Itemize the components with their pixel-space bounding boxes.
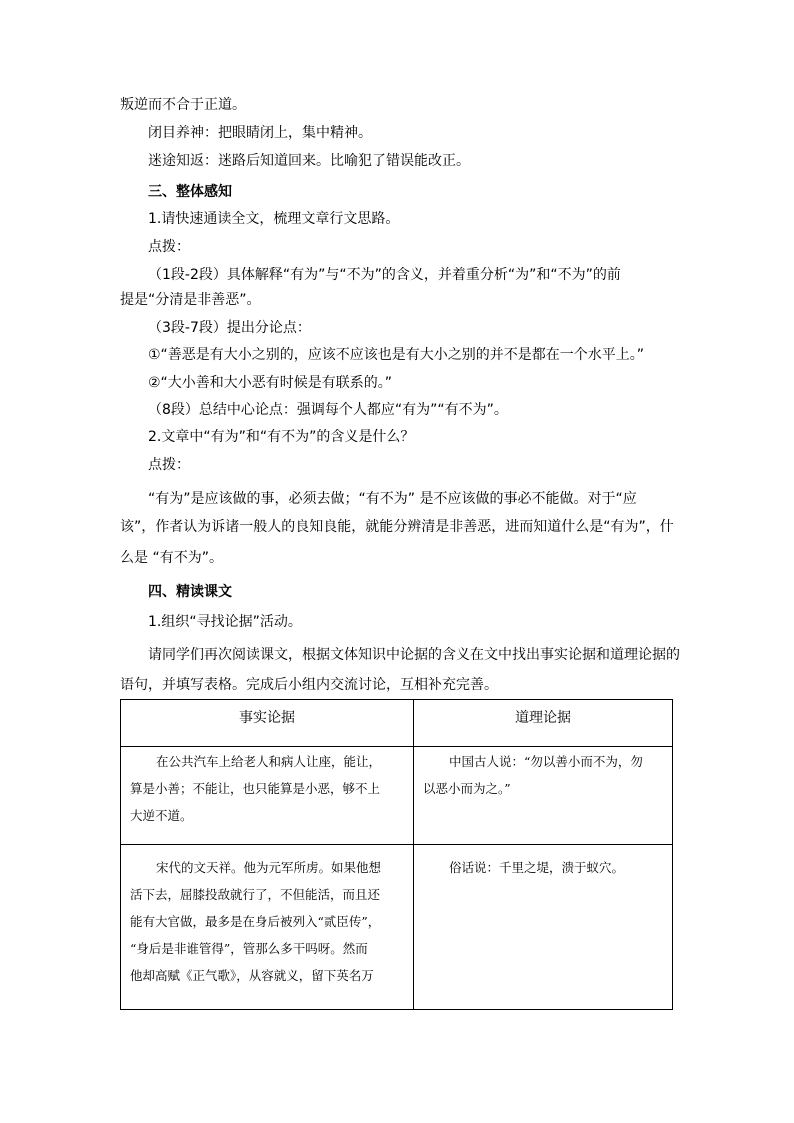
text-line: （3段-7段）提出分论点： xyxy=(148,320,311,336)
cell-line: 大逆不道。 xyxy=(130,808,193,823)
section-heading: 四、精读课文 xyxy=(148,584,232,600)
text-line: 点拨： xyxy=(148,239,190,255)
section-heading: 三、整体感知 xyxy=(148,184,232,200)
cell-line: 以恶小而为之。” xyxy=(423,781,511,796)
text-line: 1.请快速通读全文，梳理文章行文思路。 xyxy=(148,211,400,227)
text-line: （8段）总结中心论点：强调每个人都应“有为”“有不为”。 xyxy=(148,402,508,418)
cell-line: 他却高赋《正气歌》，从容就义，留下英名万 xyxy=(130,968,374,983)
text-line: 2.文章中“有为”和“有不为”的含义是什么？ xyxy=(148,429,415,445)
text-line: ①“善恶是有大小之别的，应该不应该也是有大小之别的并不是都在一个水平上。” xyxy=(148,347,645,363)
header-fact-evidence: 事实论据 xyxy=(239,710,295,726)
cell-line: 活下去，屈膝投敌就行了，不但能活，而且还 xyxy=(130,887,381,902)
table-cell-fact xyxy=(130,854,381,989)
text-line: 语句，并填写表格。完成后小组内交流讨论，互相补充完善。 xyxy=(120,677,498,693)
cell-line: 中国古人说：“勿以善小而不为，勿 xyxy=(449,754,643,769)
text-line: ②“大小善和大小恶有时候是有联系的。” xyxy=(148,375,393,391)
text-line: 叛逆而不合于正道。 xyxy=(120,97,246,113)
text-line: 迷途知返：迷路后知道回来。比喻犯了错误能改正。 xyxy=(148,153,470,169)
cell-line: 俗话说：千里之堤，溃于蚁穴。 xyxy=(449,860,625,875)
text-line: 闭目养神：把眼睛闭上，集中精神。 xyxy=(148,125,372,141)
cell-line: 能有大官做，最多是在身后被列入“贰臣传”， xyxy=(130,914,381,929)
table-cell-reason xyxy=(423,854,624,881)
text-line: 点拨： xyxy=(148,457,190,473)
text-line: 该”，作者认为诉诸一般人的良知良能，就能分辨清是非善恶，进而知道什么是“有为”，什 xyxy=(120,519,674,535)
evidence-table xyxy=(120,699,673,1010)
cell-line: 在公共汽车上给老人和病人让座，能让， xyxy=(156,754,382,769)
row-divider xyxy=(121,844,672,845)
text-line: 1.组织“寻找论据”活动。 xyxy=(148,614,302,630)
table-cell-fact xyxy=(130,748,381,829)
text-line: （1段-2段）具体解释“有为”与“不为”的含义，并着重分析“为”和“不为”的前 xyxy=(148,267,621,283)
text-line: “有为”是应该做的事，必须去做；“有不为” 是不应该做的事必不能做。对于“应 xyxy=(148,491,637,507)
header-reason-evidence: 道理论据 xyxy=(515,710,571,726)
table-cell-reason xyxy=(423,748,643,802)
cell-line: 算是小善；不能让，也只能算是小恶，够不上 xyxy=(130,781,381,796)
row-divider xyxy=(121,746,672,747)
cell-line: 宋代的文天祥。他为元军所虏。如果他想 xyxy=(156,860,382,875)
text-line: 提是“分清是非善恶”。 xyxy=(120,292,261,308)
text-line: 么是 “有不为”。 xyxy=(120,550,223,566)
text-line: 请同学们再次阅读课文，根据文体知识中论据的含义在文中找出事实论据和道理论据的 xyxy=(148,647,680,663)
cell-line: “身后是非谁管得”，管那么多干吗呀。然而 xyxy=(130,941,368,956)
